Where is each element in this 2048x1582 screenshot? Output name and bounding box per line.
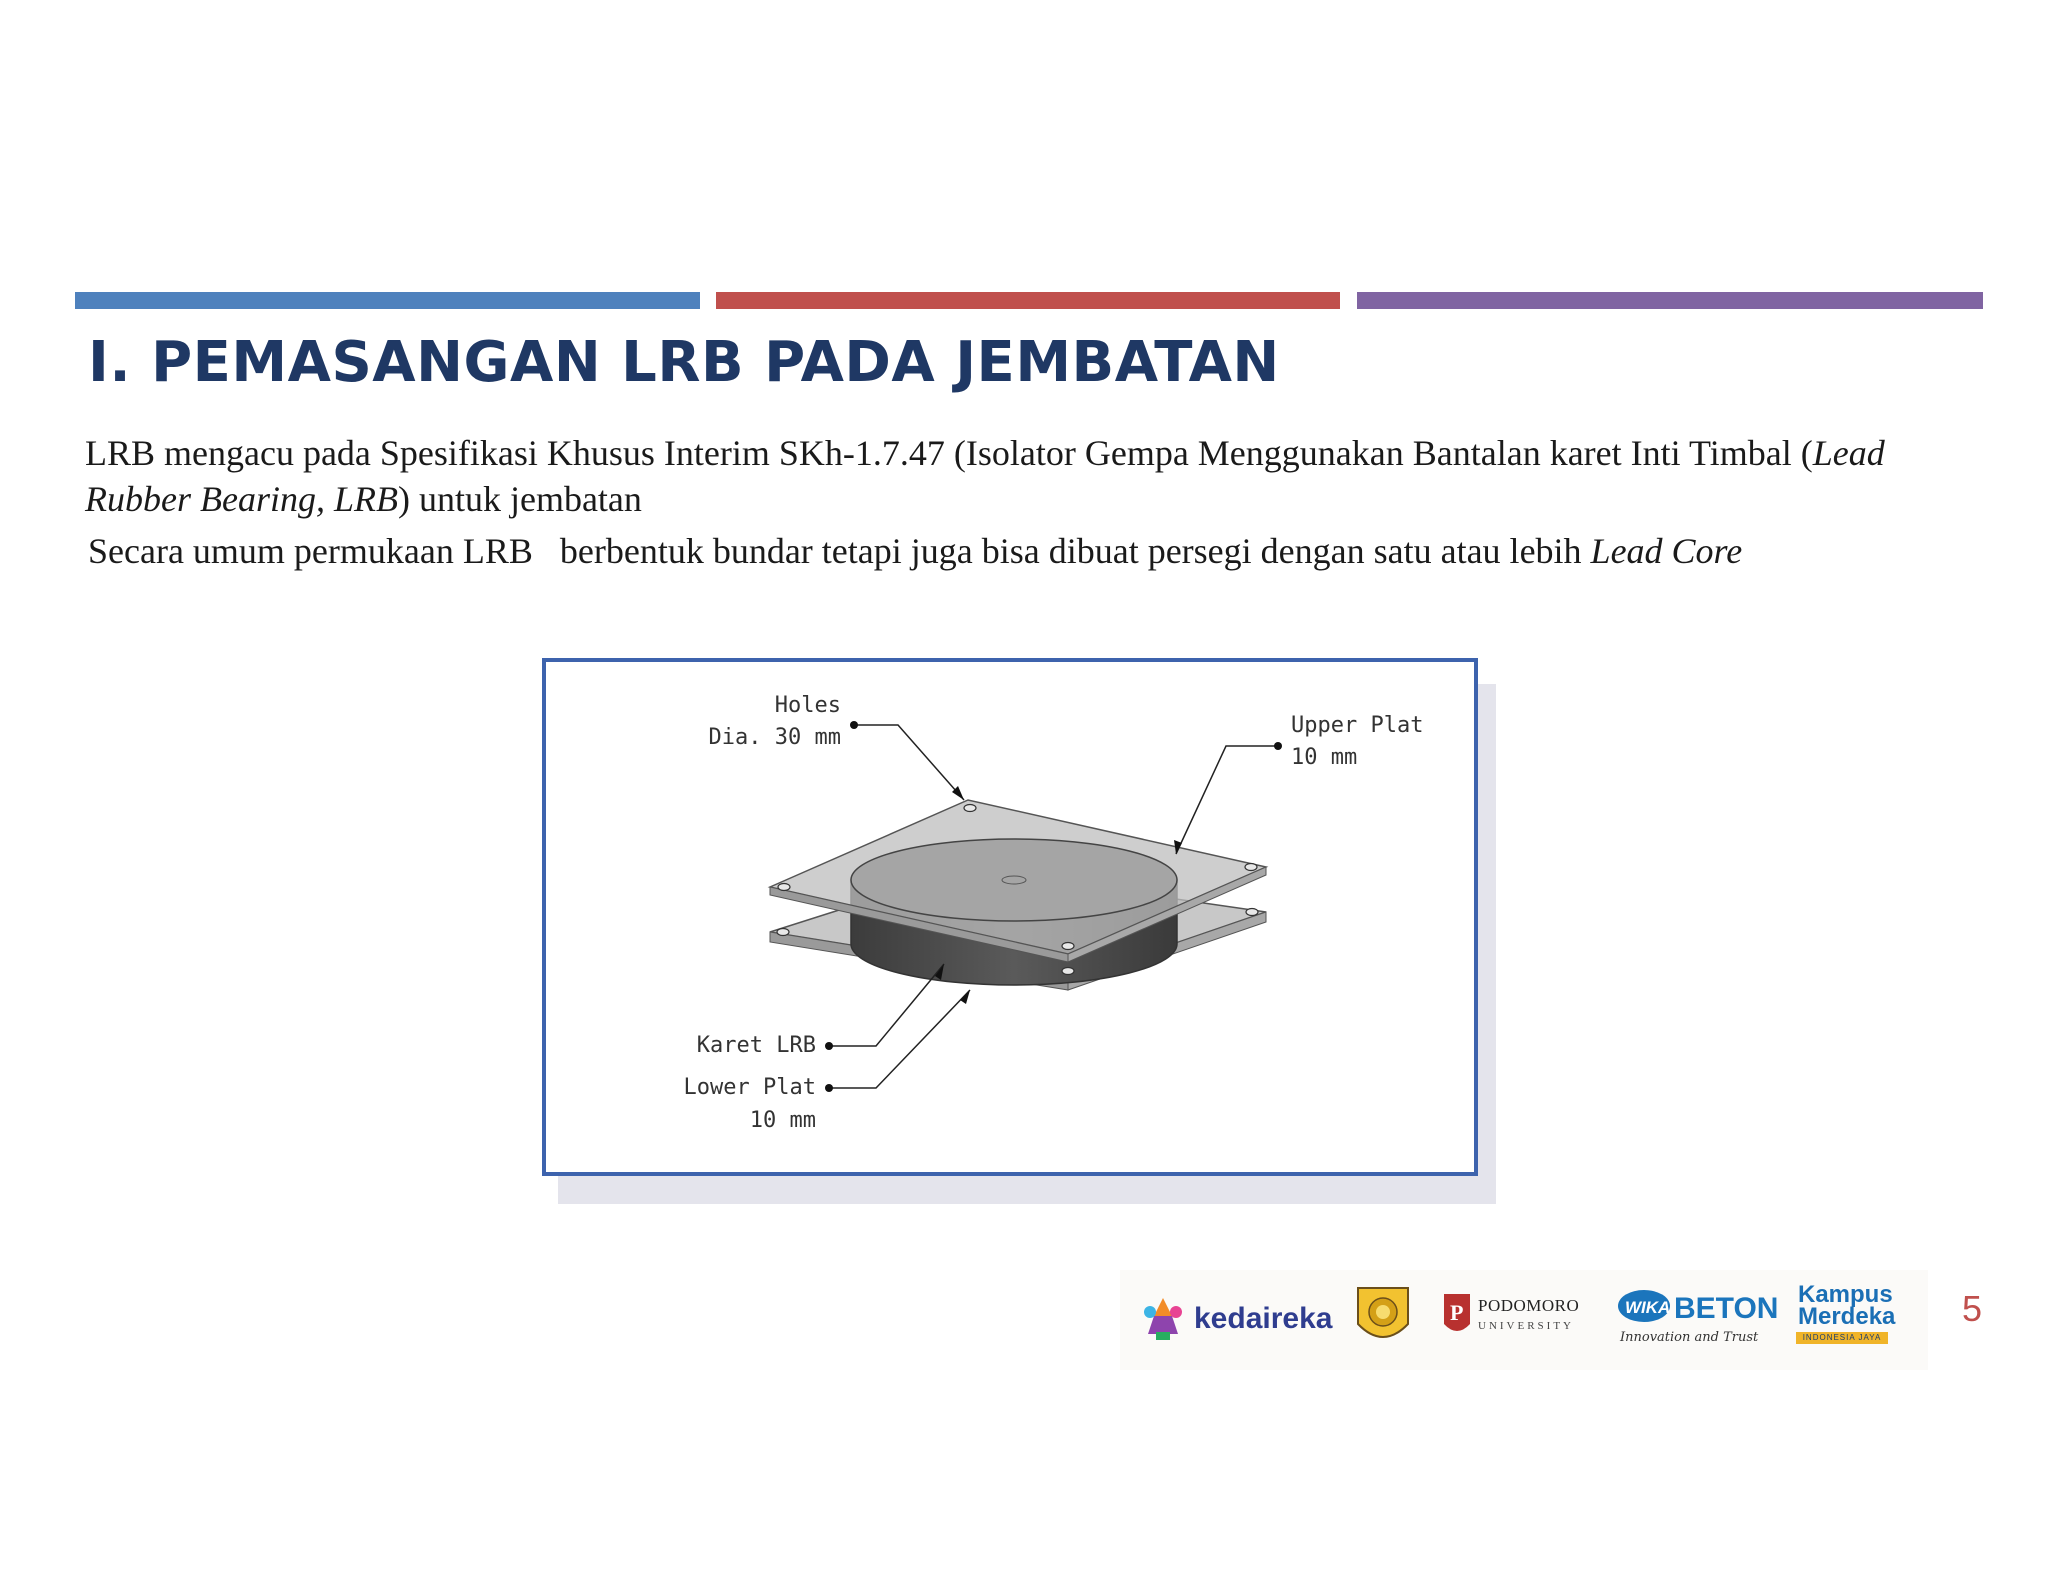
- kedaireka-icon: [1138, 1294, 1188, 1344]
- wika-wordmark: BETON: [1674, 1292, 1779, 1325]
- podomoro-name: PODOMORO: [1478, 1296, 1580, 1315]
- wika-beton-logo: [1616, 1286, 1779, 1350]
- header-bar-blue: [75, 292, 700, 309]
- university-seal-icon: [1354, 1284, 1412, 1350]
- label-upper-plat: Upper Plat: [1291, 713, 1424, 738]
- wika-tagline: Innovation and Trust: [1620, 1330, 1759, 1345]
- kampus-badge: INDONESIA JAYA: [1796, 1332, 1888, 1344]
- label-lower-plat: Lower Plat: [683, 1075, 816, 1100]
- label-holes-diameter: Dia. 30 mm: [708, 725, 841, 750]
- label-holes: Holes: [774, 693, 841, 718]
- lrb-diagram: [542, 658, 1478, 1176]
- label-karet-lrb: Karet LRB: [696, 1033, 816, 1058]
- slide-title: I. PEMASANGAN LRB PADA JEMBATAN: [88, 330, 1280, 395]
- podomoro-icon: [1442, 1292, 1472, 1338]
- kedaireka-logo: [1138, 1294, 1333, 1344]
- podomoro-university-logo: [1442, 1292, 1592, 1342]
- kampus-line2: Merdeka: [1798, 1303, 1896, 1330]
- paragraph-lrb-shape: Secara umum permukaan LRB berbentuk bundar tetapi juga bisa dibuat persegi dengan satu atau lebih Lead Core: [88, 531, 1743, 571]
- svg-text:WIKA: WIKA: [1625, 1298, 1671, 1317]
- header-bar-purple: [1357, 292, 1983, 309]
- label-upper-plat-thickness: 10 mm: [1291, 745, 1358, 770]
- kampus-line1: Kampus: [1798, 1281, 1893, 1308]
- header-bar-red: [716, 292, 1340, 309]
- paragraph-lrb-reference: LRB mengacu pada Spesifikasi Khusus Interim SKh-1.7.47 (Isolator Gempa Menggunakan Bantalan karet Inti Timbal (Lead Rubber Bearing, LRB) untuk jembatan: [85, 433, 1885, 519]
- svg-text:P: P: [1450, 1300, 1464, 1325]
- kampus-merdeka-logo: [1788, 1282, 1898, 1352]
- label-lower-plat-thickness: 10 mm: [749, 1108, 816, 1133]
- podomoro-subtitle: UNIVERSITY: [1478, 1320, 1574, 1332]
- page-number: 5: [1962, 1288, 1983, 1329]
- footer-logos: [1120, 1270, 1928, 1370]
- kedaireka-wordmark: kedaireka: [1194, 1302, 1333, 1335]
